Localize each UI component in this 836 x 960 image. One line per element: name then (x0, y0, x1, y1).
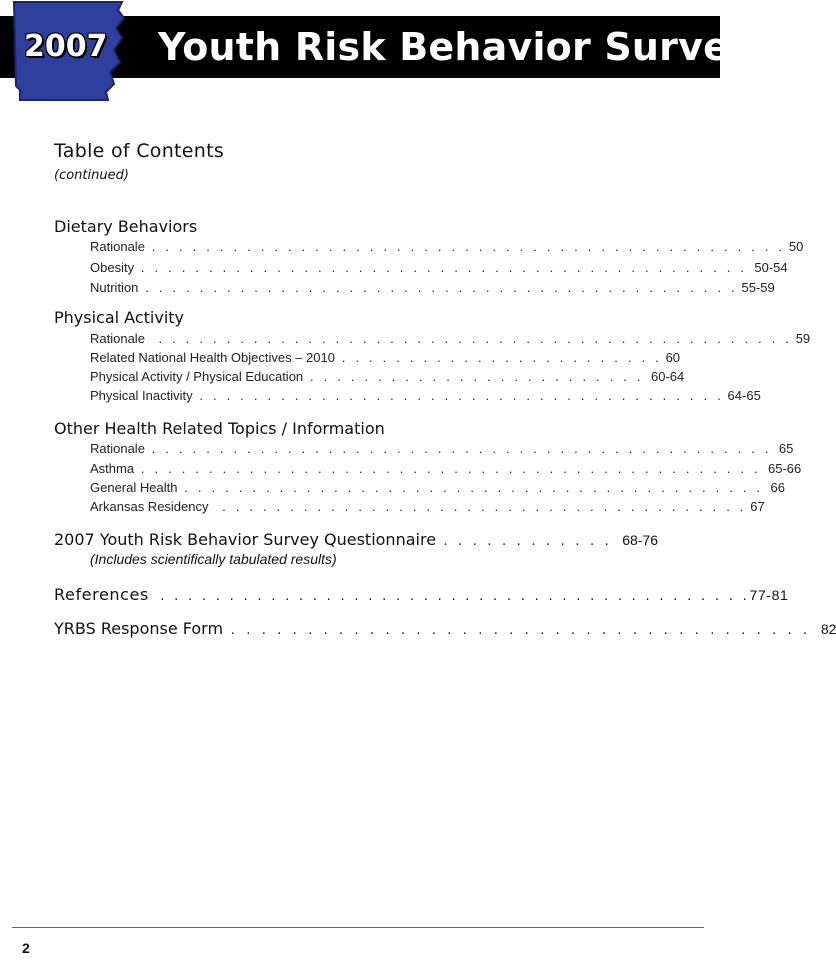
entry-page: 64-65 (727, 388, 761, 403)
toc-entry[interactable] (90, 499, 765, 514)
dot-leader: . . . . . . . . . . . . . . . . . . . . . . . . . . . . . . . . . . . . . . . . . . . (160, 589, 750, 604)
toc-title: Table of Contents (54, 140, 225, 162)
section-heading: Other Health Related Topics / Information (54, 419, 385, 438)
dot-leader: . . . . . . . . . . . . . . . . . . . . . . . . . . . . . . . . . . . . . . . . . . . . . . (144, 441, 772, 456)
dot-leader: . . . . . . . . . . . . (436, 534, 613, 549)
dot-leader: . . . . . . . . . . . . . . . . . . . . . . . . (334, 350, 662, 365)
entry-label: Rationale (90, 331, 145, 346)
toc-entry[interactable] (90, 369, 684, 384)
toc-entry-questionnaire[interactable] (54, 530, 658, 549)
dot-leader: . . . . . . . . . . . . . . . . . . . . . . . . . . . . . . . . . . . . . . . . . . . (177, 480, 764, 495)
report-title: Youth Risk Behavior Survey (158, 25, 755, 69)
dot-leader: . . . . . . . . . . . . . . . . . . . . . . . . . . . . . . . . . . . . . . . (208, 499, 747, 514)
entry-page: 55-59 (741, 280, 775, 295)
entry-page: 50 (788, 239, 804, 254)
footer-rule (12, 927, 704, 928)
entry-label: Asthma (90, 461, 135, 476)
toc-entry[interactable] (90, 461, 801, 476)
entry-page: 60-64 (650, 369, 685, 384)
entry-page: 50-54 (754, 260, 788, 275)
entry-label: Physical Inactivity (90, 388, 193, 403)
entry-label: YRBS Response Form (54, 619, 224, 638)
entry-label: Rationale (90, 239, 145, 254)
dot-leader: . . . . . . . . . . . . . . . . . . . . . . . . . . . . . . . . . . . . . . . . . . . . . . . (144, 331, 793, 346)
entry-page: 65-66 (768, 461, 802, 476)
entry-label: Physical Activity / Physical Education (90, 369, 304, 384)
dot-leader: . . . . . . . . . . . . . . . . . . . . . . . . . (303, 369, 644, 384)
page-number: 2 (22, 940, 30, 956)
dot-leader: . . . . . . . . . . . . . . . . . . . . . . . . . . . . . . . . . . . . . . . (192, 388, 724, 403)
section-heading: Physical Activity (54, 308, 185, 327)
toc-entry[interactable] (90, 350, 680, 365)
entry-label: Related National Health Objectives – 2010 (90, 350, 335, 365)
entry-label: General Health (90, 480, 178, 495)
entry-note: (Includes scientifically tabulated results) (90, 551, 337, 567)
entry-page: 66 (770, 480, 785, 495)
entry-label: Rationale (90, 441, 145, 456)
dot-leader: . . . . . . . . . . . . . . . . . . . . . . . . . . . . . . . . . . . . . . . . . . . . . . (134, 461, 761, 476)
dot-leader: . . . . . . . . . . . . . . . . . . . . . . . . . . . . . . . . . . . . . . (223, 623, 811, 638)
toc-entry-response-form[interactable] (54, 619, 836, 638)
toc-entry[interactable] (90, 331, 810, 346)
toc-subtitle: (continued) (54, 168, 129, 183)
dot-leader: . . . . . . . . . . . . . . . . . . . . . . . . . . . . . . . . . . . . . . . . . . . . . . . (144, 239, 786, 254)
toc-entry[interactable] (90, 441, 793, 456)
report-year: 2007 (24, 29, 108, 64)
section-heading: Dietary Behaviors (54, 217, 198, 236)
entry-label: References (54, 585, 149, 604)
entry-page: 82 (820, 621, 836, 637)
dot-leader: . . . . . . . . . . . . . . . . . . . . . . . . . . . . . . . . . . . . . . . . . . . . (138, 280, 738, 295)
toc-entry-references[interactable] (54, 585, 788, 604)
dot-leader: . . . . . . . . . . . . . . . . . . . . . . . . . . . . . . . . . . . . . . . . . . . . . (134, 260, 748, 275)
entry-page: 59 (795, 331, 811, 346)
entry-label: 2007 Youth Risk Behavior Survey Questionnaire (54, 530, 437, 549)
toc-entry[interactable] (90, 388, 761, 403)
toc-entry[interactable] (90, 280, 775, 295)
entry-page: 77-81 (749, 587, 789, 603)
toc-entry[interactable] (90, 480, 785, 495)
entry-page: 68-76 (622, 532, 658, 548)
entry-label: Obesity (90, 260, 135, 275)
entry-page: 65 (778, 441, 794, 456)
toc-entry[interactable] (90, 239, 803, 254)
entry-page: 67 (750, 499, 765, 514)
entry-label: Nutrition (90, 280, 139, 295)
entry-label: Arkansas Residency (90, 499, 209, 514)
entry-page: 60 (665, 350, 681, 365)
toc-entry[interactable] (90, 260, 788, 275)
